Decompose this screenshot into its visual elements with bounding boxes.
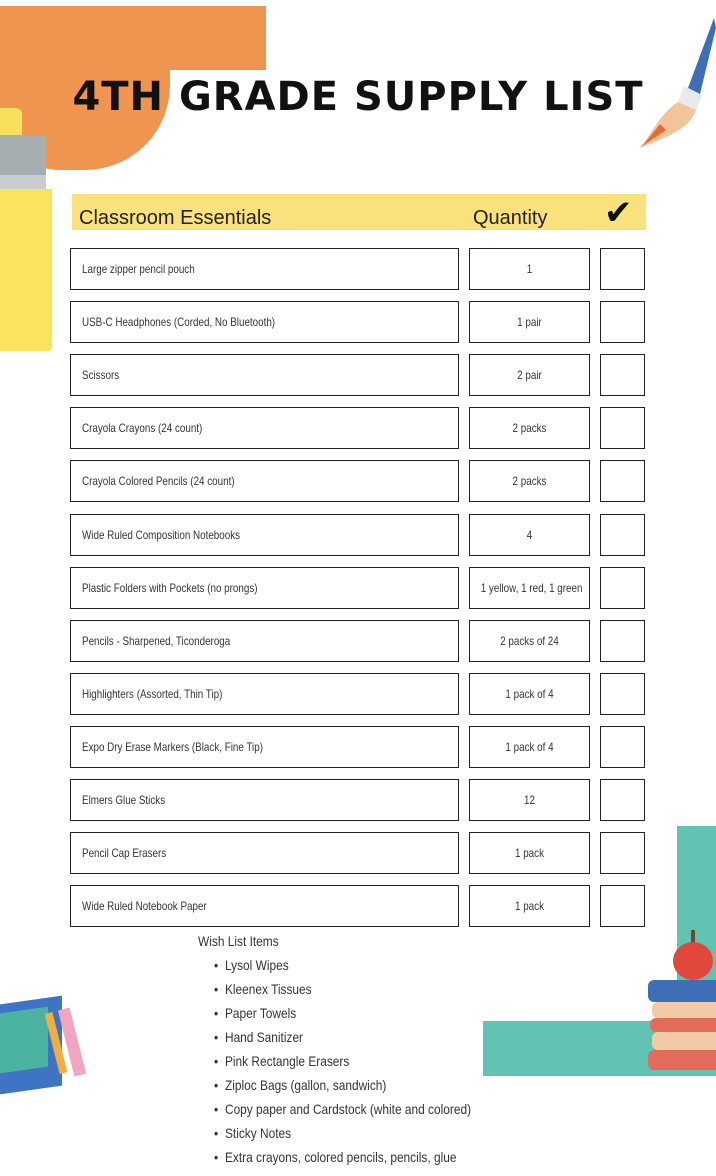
quantity-value: 2 pair [517,368,542,382]
item-name: Pencil Cap Erasers [82,846,167,860]
item-name: Wide Ruled Notebook Paper [82,899,207,913]
checkbox[interactable] [600,248,645,290]
quantity-value: 12 [524,793,535,807]
item-cell [70,620,459,662]
item-cell [70,514,459,556]
quantity-value: 1 pack of 4 [505,687,554,701]
quantity-cell [469,514,590,556]
wish-list-item: • Extra crayons, colored pencils, pencils, glue [214,1149,456,1165]
quantity-value: 2 packs [512,474,547,488]
checkbox[interactable] [600,779,645,821]
item-name: Scissors [82,368,120,382]
item-cell [70,832,459,874]
wish-list-item: • Kleenex Tissues [214,981,312,997]
highlighter-tip [0,135,46,175]
table-row [0,248,716,292]
quantity-cell [469,832,590,874]
checkbox[interactable] [600,620,645,662]
quantity-cell [469,779,590,821]
wish-list-item: • Copy paper and Cardstock (white and colored) [214,1101,471,1117]
wish-list-item: • Lysol Wipes [214,957,289,973]
table-row [0,460,716,504]
checkbox[interactable] [600,673,645,715]
quantity-cell [469,567,590,609]
table-row [0,779,716,823]
page-title: 4TH GRADE SUPPLY LIST [72,74,644,120]
checkbox[interactable] [600,460,645,502]
quantity-cell [469,354,590,396]
quantity-cell [469,248,590,290]
item-name: Large zipper pencil pouch [82,262,195,276]
item-name: Crayola Crayons (24 count) [82,421,203,435]
table-row [0,514,716,558]
checkbox[interactable] [600,832,645,874]
item-name: Pencils - Sharpened, Ticonderoga [82,634,231,648]
quantity-value: 1 pack [514,846,544,860]
table-row [0,354,716,398]
item-name: Expo Dry Erase Markers (Black, Fine Tip) [82,740,264,754]
wish-list-item: • Paper Towels [214,1005,296,1021]
checkbox[interactable] [600,301,645,343]
book-illustration [652,1002,716,1018]
table-row [0,407,716,451]
table-row [0,885,716,929]
item-name: USB-C Headphones (Corded, No Bluetooth) [82,315,276,329]
quantity-value: 4 [526,528,533,542]
table-row [0,567,716,611]
highlighter-band [0,175,46,189]
wish-list-item: • Hand Sanitizer [214,1029,303,1045]
item-name: Plastic Folders with Pockets (no prongs) [82,581,258,595]
item-cell [70,354,459,396]
item-cell [70,248,459,290]
table-row [0,301,716,345]
table-row [0,726,716,770]
book-illustration [648,1050,716,1070]
wish-list-item: • Sticky Notes [214,1125,291,1141]
header-quantity: Quantity [473,207,548,229]
item-cell [70,407,459,449]
quantity-cell [469,460,590,502]
book-illustration [650,1018,716,1032]
item-name: Crayola Colored Pencils (24 count) [82,474,235,488]
checkbox[interactable] [600,514,645,556]
item-cell [70,673,459,715]
table-row [0,620,716,664]
checkbox[interactable] [600,885,645,927]
item-name: Wide Ruled Composition Notebooks [82,528,241,542]
quantity-cell [469,726,590,768]
item-cell [70,726,459,768]
wish-list-title: Wish List Items [198,933,279,949]
checkbox[interactable] [600,354,645,396]
book-illustration [648,980,716,1002]
checkmark-icon: ✔ [604,194,633,232]
quantity-value: 1 [526,262,533,276]
quantity-value: 1 pair [517,315,542,329]
checkbox[interactable] [600,407,645,449]
wish-list-item: • Ziploc Bags (gallon, sandwich) [214,1077,386,1093]
quantity-cell [469,301,590,343]
book-illustration [652,1032,716,1050]
quantity-cell [469,407,590,449]
item-cell [70,779,459,821]
item-cell [70,567,459,609]
item-name: Elmers Glue Sticks [82,793,166,807]
quantity-value: 2 packs of 24 [500,634,559,648]
header-classroom-essentials: Classroom Essentials [79,207,272,229]
checkbox[interactable] [600,567,645,609]
notebook-illustration [0,1007,48,1074]
item-name: Highlighters (Assorted, Thin Tip) [82,687,223,701]
apple-illustration [673,942,713,980]
wish-list-item: • Pink Rectangle Erasers [214,1053,349,1069]
quantity-value: 1 pack [514,899,544,913]
item-cell [70,301,459,343]
quantity-value: 1 pack of 4 [505,740,554,754]
item-cell [70,460,459,502]
item-cell [70,885,459,927]
quantity-value: 1 yellow, 1 red, 1 green [480,581,583,595]
quantity-cell [469,620,590,662]
table-row [0,673,716,717]
quantity-cell [469,673,590,715]
table-row [0,832,716,876]
quantity-value: 2 packs [512,421,547,435]
checkbox[interactable] [600,726,645,768]
quantity-cell [469,885,590,927]
